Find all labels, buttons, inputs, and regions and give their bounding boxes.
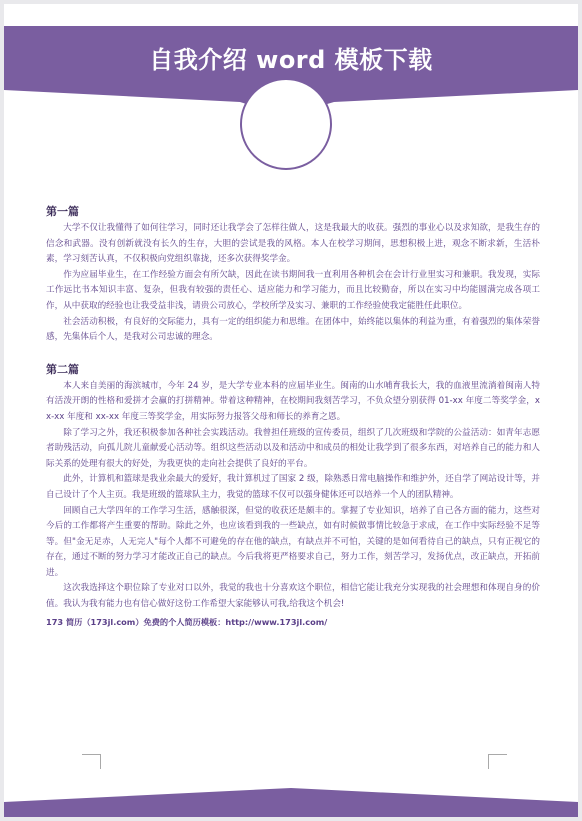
- paragraph: 这次我选择这个职位除了专业对口以外，我觉的我也十分喜欢这个职位，相信它能让我充分实现我的社会理想和体现自身的价值。我认为我有能力也有信心做好这份工作希望大家能够认可我,给我这个机会!: [46, 583, 540, 610]
- paragraph: 回顾自己大学四年的工作学习生活，感触很深，但觉的收获还是颇丰的。掌握了专业知识，培养了自己各方面的能力，这些对今后的工作都将产生重要的帮助。除此之外，也应该看到我的一些缺点，如有时候做事情比较急于求成，在工作中实际经验不足等等。但"金无足赤，人无完人"每个人都不可避免的存在他的缺点，有缺点并不可怕，关键的是如何看待自己的缺点，只有正视它的存在，通过不断的努力学习才能改正自己的缺点。今后我将更严格要求自己，努力工作，刻苦学习，发扬优点，改正缺点，开拓前进。: [46, 505, 540, 578]
- paragraph: 作为应届毕业生，在工作经验方面会有所欠缺，因此在读书期间我一直利用各种机会在会计行业里实习和兼职。我发现，实际工作远比书本知识丰富、复杂，但我有较强的责任心、适应能力和学习能力，而且比较勤奋，所以在实习中均能圆满完成各项工作，从中获取的经验也让我受益非浅，请贵公司放心，学校所学及实习、兼职的工作经验使我定能胜任此职位。: [46, 269, 540, 311]
- page-title: 自我介绍 word 模板下载: [149, 46, 433, 74]
- paragraph: 大学不仅让我懂得了如何往学习，同时还让我学会了怎样往做人，这是我最大的收获。强烈的事业心以及求知欲，是我生存的信念和武器。没有创新就没有长久的生存，大胆的尝试是我的风格。本人在校学习期间，思想积极上进，观念不断求新，生活朴素，学习刻苦认真，不仅积极向党组织靠拢，还多次获得奖学金。: [46, 223, 540, 265]
- paragraph: 此外，计算机和篮球是我业余最大的爱好，我计算机过了国家 2 级，除熟悉日常电脑操作和维护外，还自学了网站设计等，并自己设计了个人主页。我是班级的篮球队主力，我觉的篮球不仅可以强身健体还可以培养一个人的团队精神。: [46, 474, 540, 500]
- footer-link[interactable]: 173 简历（173jl.com）免费的个人简历模板：http://www.173jl.com/: [46, 616, 328, 627]
- crop-mark-right: [488, 754, 507, 769]
- bottom-band: [4, 788, 578, 817]
- document-page: [4, 4, 578, 817]
- paragraph: 除了学习之外，我还积极参加各种社会实践活动。我曾担任班级的宣传委员，组织了几次班级和学院的公益活动：如青年志愿者助残活动，向孤儿院儿童献爱心活动等。组织这些活动以及和活动中和成员的相处让我学到了很多东西，对培养自己的能力和人际关系的处理有很大的好处，为我更快的走向社会提供了良好的平台。: [46, 427, 540, 469]
- bottom-band-shape: [4, 788, 578, 817]
- document-body: [46, 204, 540, 629]
- paragraph: 社会活动积极，有良好的交际能力，具有一定的组织能力和思维。在团体中，始终能以集体的利益为重，有着强烈的集体荣誉感，先集体后个人，是我对公司忠诚的理念。: [46, 316, 540, 343]
- paragraph: 本人来自美丽的海滨城市，今年 24 岁，是大学专业本科的应届毕业生。闽南的山水哺育我长大，我的血液里流淌着闽南人特有活泼开朗的性格和爱拼才会赢的打拼精神。带着这种精神，在校期间我刻苦学习，不负众望分别获得 01-xx 年度二等奖学金，xx-xx 年度和 xx-xx 年度三等奖学金，用实际努力报答父母和师长的养育之恩。: [46, 380, 540, 422]
- section-heading: 第二篇: [46, 362, 79, 376]
- crop-mark-left: [82, 754, 101, 769]
- section-heading: 第一篇: [46, 205, 79, 218]
- photo-placeholder[interactable]: [240, 78, 332, 170]
